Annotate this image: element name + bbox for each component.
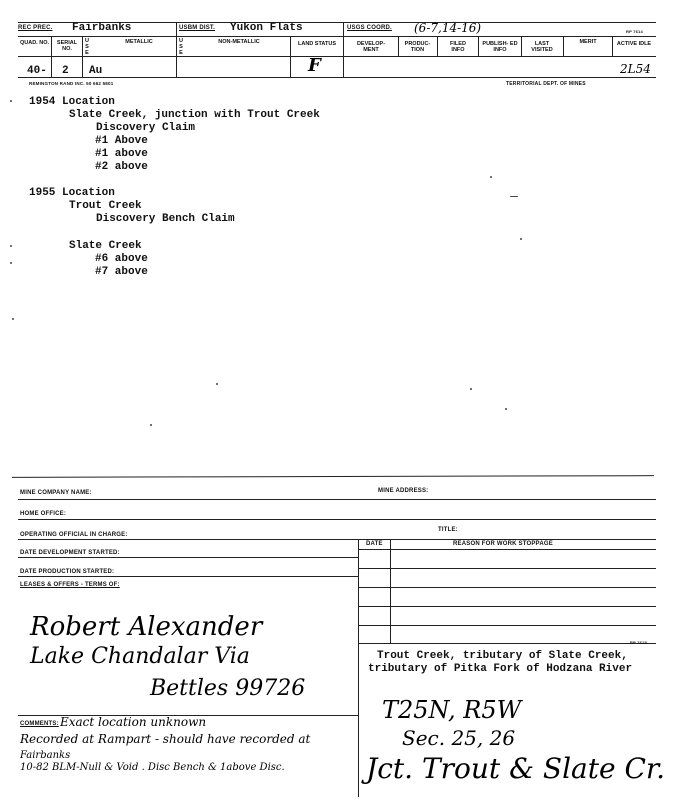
metallic-value: Au [89, 65, 103, 77]
date-development-label: DATE DEVELOPMENT STARTED: [20, 550, 120, 556]
handwritten-location: Lake Chandalar Via [30, 644, 250, 669]
scan-speck [216, 383, 218, 385]
scan-speck [510, 196, 518, 197]
body-no6-above: #6 above [95, 253, 148, 265]
comment-line-4: 10-82 BLM-Null & Void . Disc Bench & 1above Disc. [20, 762, 285, 773]
body-discovery-claim: Discovery Claim [96, 122, 196, 134]
handwritten-section: Sec. 25, 26 [402, 726, 516, 750]
body-discovery-bench: Discovery Bench Claim [96, 213, 235, 225]
handwritten-township: T25N, R5W [382, 696, 522, 724]
land-status-value: F [308, 55, 321, 76]
home-office-label: HOME OFFICE: [20, 511, 67, 517]
mine-address-label: MINE ADDRESS: [378, 488, 429, 494]
merit-header: MERIT [579, 39, 597, 45]
last-visited-header: LAST VISITED [531, 41, 553, 53]
usbm-dist-value: Yukon Flats [230, 22, 303, 34]
scan-speck [150, 424, 152, 426]
nonmetallic-header: NON-METALLIC [218, 39, 260, 45]
form-number-2: RP 7615 [630, 640, 647, 645]
typed-location-line-1: Trout Creek, tributary of Slate Creek, [377, 650, 628, 662]
title-label: TITLE: [438, 527, 458, 533]
date-column-header: DATE [366, 541, 383, 547]
usbm-dist-label: USBM DIST. [179, 25, 216, 31]
active-idle-value: 2L54 [620, 62, 651, 76]
use-metallic-header: U S E [85, 38, 89, 56]
form-number: RP 7614 [626, 29, 643, 34]
reason-column-header: REASON FOR WORK STOPPAGE [453, 541, 553, 547]
rec-prec-value: Fairbanks [72, 22, 132, 34]
usgs-coord-label: USGS COORD. [347, 25, 392, 31]
column-header-rule [18, 56, 656, 57]
scan-speck [12, 318, 14, 320]
body-1954-location: 1954 Location [29, 96, 115, 108]
body-no2-above: #2 above [95, 161, 148, 173]
mine-company-name-label: MINE COMPANY NAME: [20, 490, 92, 496]
territorial-line: TERRITORIAL DEPT. OF MINES [506, 81, 586, 87]
operating-official-label: OPERATING OFFICIAL IN CHARGE: [20, 532, 128, 538]
leases-label: LEASES & OFFERS - TERMS OF: [20, 582, 120, 588]
body-no1-above: #1 Above [95, 135, 148, 147]
published-info-header: PUBLISH- ED INFO [482, 41, 518, 53]
header-row-rule [18, 36, 656, 37]
land-status-header: LAND STATUS [298, 41, 336, 47]
metallic-header: METALLIC [125, 39, 153, 45]
comment-line-3: Fairbanks [20, 750, 71, 761]
body-1955-location: 1955 Location [29, 187, 115, 199]
scan-speck [10, 245, 12, 247]
quad-no-header: QUAD. NO. [19, 40, 50, 46]
scan-speck [470, 388, 472, 390]
values-row-rule [18, 77, 656, 78]
lower-form-top-rule [12, 475, 654, 478]
scan-speck [10, 100, 12, 102]
body-no1-above-2: #1 above [95, 148, 148, 160]
scan-speck [10, 262, 12, 264]
use-nonmetallic-header: U S E [179, 38, 183, 56]
comment-line-2: Recorded at Rampart - should have recorded at [20, 732, 311, 746]
quad-no-value: 40- [27, 65, 47, 77]
printer-line: REMINGTON RAND INC. 50 662 5801 [29, 81, 114, 86]
handwritten-name: Robert Alexander [30, 612, 263, 642]
typed-location-line-2: tributary of Pitka Fork of Hodzana River [368, 663, 633, 675]
comment-line-1: Exact location unknown [60, 715, 207, 729]
scan-speck [505, 408, 507, 410]
serial-no-value: 2 [62, 65, 69, 77]
handwritten-junction: Jct. Trout & Slate Cr. [366, 752, 666, 785]
active-idle-header: ACTIVE IDLE [616, 41, 652, 47]
development-header: DEVELOP- MENT [356, 41, 386, 53]
body-slate-creek: Slate Creek [69, 240, 142, 252]
comments-label: COMMENTS: [20, 721, 59, 727]
handwritten-city-zip: Bettles 99726 [150, 676, 306, 701]
rec-prec-label: REC PREC. [18, 25, 53, 31]
body-no7-above: #7 above [95, 266, 148, 278]
scan-speck [520, 238, 522, 240]
body-trout-creek: Trout Creek [69, 200, 142, 212]
date-production-label: DATE PRODUCTION STARTED: [20, 569, 115, 575]
filed-info-header: FILED INFO [450, 41, 466, 53]
reason-grid-left [358, 539, 359, 797]
body-slate-creek-junction: Slate Creek, junction with Trout Creek [69, 109, 320, 121]
usgs-coord-value: (6-7,14-16) [414, 21, 482, 35]
scan-speck [490, 176, 492, 178]
serial-no-header: SERIAL NO. [56, 40, 78, 52]
production-header: PRODUC- TION [404, 41, 431, 53]
